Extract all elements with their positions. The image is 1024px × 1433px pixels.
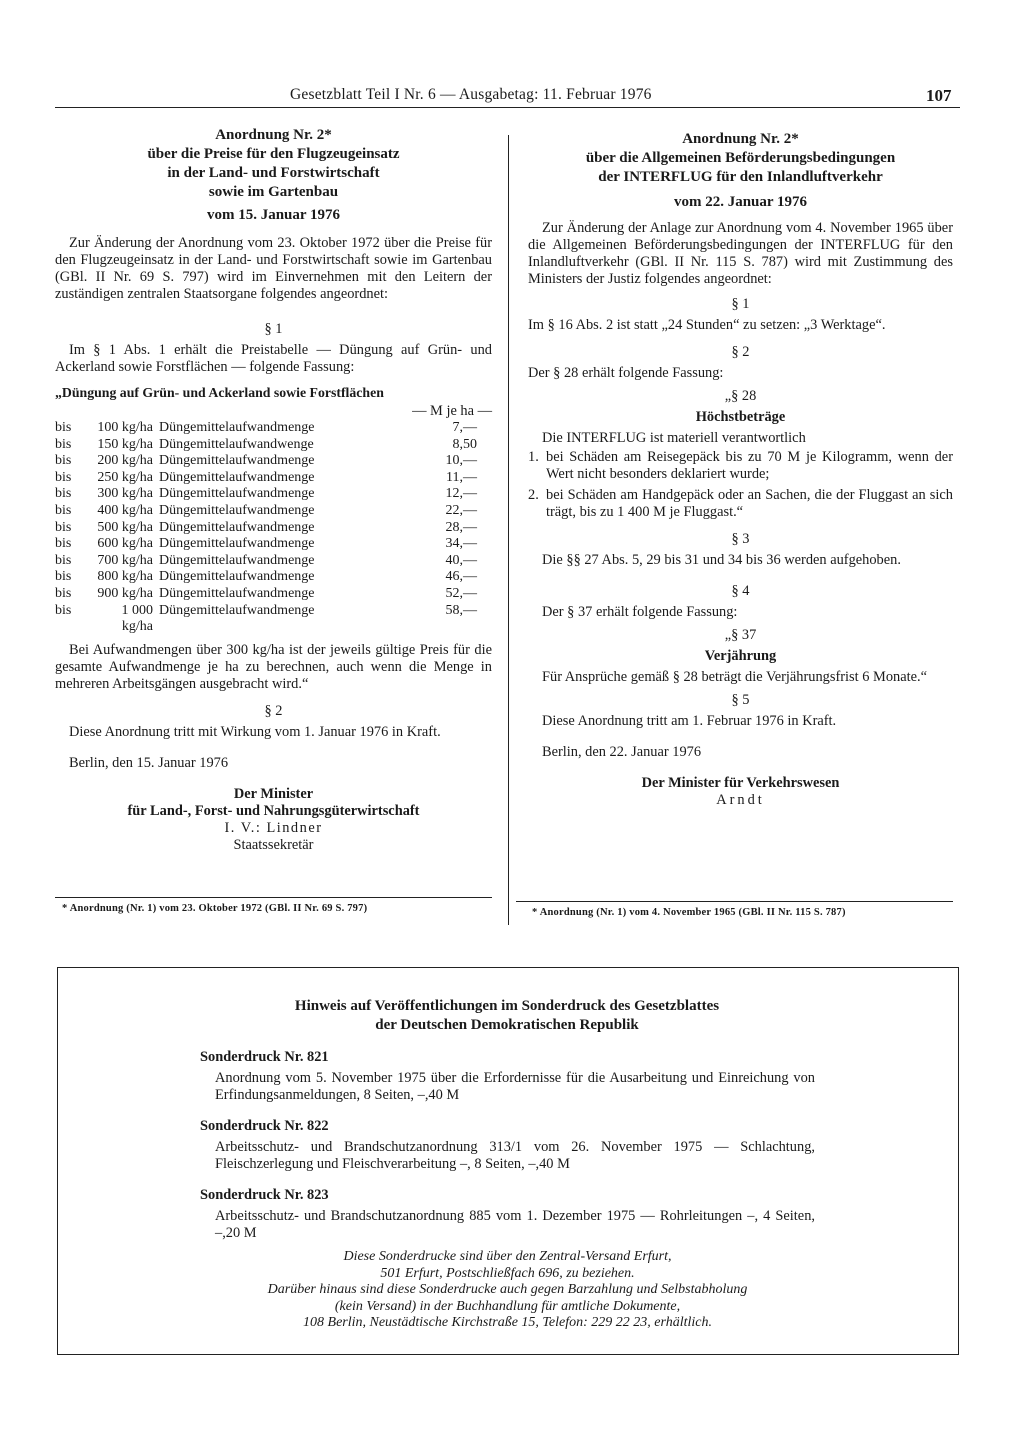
row-price: 7,— bbox=[452, 420, 477, 435]
row-prefix: bis bbox=[55, 585, 72, 601]
right-section-1-text: Im § 16 Abs. 2 ist statt „24 Stunden“ zu setzen: „3 Werktage“. bbox=[528, 317, 886, 333]
left-signature-title: Der Minister bbox=[233, 785, 314, 802]
left-title-line: über die Preise für den Flugzeugeinsatz bbox=[147, 146, 400, 162]
left-after-table: Bei Aufwandmengen über 300 kg/ha ist der jeweils gültige Preis für die gesamte Aufwandmenge je ha zu berechnen, auch wenn die Menge in mehreren Arbeitsgängen ausgebracht wird.“ bbox=[55, 641, 492, 692]
notice-title-line: der Deutschen Demokratischen Republik bbox=[375, 1017, 639, 1033]
row-prefix: bis bbox=[55, 552, 72, 568]
row-prefix: bis bbox=[55, 519, 72, 535]
right-section-3: § 3 bbox=[731, 531, 750, 547]
notice-foot-line: 501 Erfurt, Postschließfach 696, zu beziehen. bbox=[380, 1265, 635, 1281]
quote-37-heading: Verjährung bbox=[704, 648, 777, 664]
row-prefix: bis bbox=[55, 569, 72, 585]
right-section-1: § 1 bbox=[731, 296, 750, 312]
row-amount: 1 000 kg/ha bbox=[121, 602, 153, 635]
price-table-row bbox=[55, 486, 495, 503]
header-rule bbox=[55, 107, 960, 108]
row-prefix: bis bbox=[55, 453, 72, 469]
quote-28-heading: Höchstbeträge bbox=[695, 409, 786, 425]
price-table-row bbox=[55, 569, 495, 586]
quote-37-text: Für Ansprüche gemäß § 28 beträgt die Verjährungsfrist 6 Monate.“ bbox=[542, 669, 927, 685]
sonderdruck-heading: Sonderdruck Nr. 821 bbox=[200, 1049, 329, 1065]
right-section-2-text: Der § 28 erhält folgende Fassung: bbox=[528, 365, 724, 381]
right-section-4-text: Der § 37 erhält folgende Fassung: bbox=[542, 604, 738, 620]
row-price: 12,— bbox=[445, 486, 477, 502]
row-price: 28,— bbox=[445, 519, 477, 535]
row-price: 22,— bbox=[445, 502, 477, 518]
left-section-2: § 2 bbox=[264, 702, 283, 719]
row-prefix: bis bbox=[55, 469, 72, 485]
left-signature-ministry: für Land-, Forst- und Nahrungsgüterwirtschaft bbox=[127, 802, 420, 819]
row-description: Düngemittelaufwandwenge bbox=[159, 436, 314, 452]
right-signature-name: Arndt bbox=[716, 792, 765, 808]
row-price: 10,— bbox=[445, 453, 477, 469]
row-price: 46,— bbox=[445, 569, 477, 585]
left-footnote-rule bbox=[55, 897, 492, 898]
left-signature-name: I. V.: Lindner bbox=[224, 819, 323, 836]
row-amount: 500 kg/ha bbox=[97, 519, 153, 535]
sonderdruck-heading: Sonderdruck Nr. 822 bbox=[200, 1118, 329, 1134]
list-text: bei Schäden am Reisegepäck bis zu 70 M je Kilogramm, wenn der Wert nicht besonders deklariert wurde; bbox=[546, 449, 953, 482]
list-number: 1. bbox=[528, 449, 539, 465]
sonderdruck-text: Arbeitsschutz- und Brandschutzanordnung 885 vom 1. Dezember 1975 — Rohrleitungen –, 4 Seiten, –,20 M bbox=[215, 1208, 815, 1241]
sonderdruck-text: Arbeitsschutz- und Brandschutzanordnung 313/1 vom 26. November 1975 — Schlachtung, Fleischzerlegung und Fleischverarbeitung –, 8 Seiten, –,40 M bbox=[215, 1139, 815, 1172]
row-amount: 800 kg/ha bbox=[97, 569, 153, 585]
price-table-row bbox=[55, 553, 495, 570]
right-title bbox=[528, 130, 953, 212]
row-prefix: bis bbox=[55, 436, 72, 452]
left-place-date: Berlin, den 15. Januar 1976 bbox=[69, 754, 229, 771]
list-text: bei Schäden am Handgepäck oder an Sachen, die der Fluggast an sich trägt, bis zu 1 400 M je Fluggast.“ bbox=[546, 487, 953, 520]
notice-foot-line: Diese Sonderdrucke sind über den Zentral-Versand Erfurt, bbox=[343, 1249, 672, 1264]
notice-foot-line: 108 Berlin, Neustädtische Kirchstraße 15, Telefon: 229 22 23, erhältlich. bbox=[303, 1315, 712, 1330]
row-amount: 100 kg/ha bbox=[97, 420, 153, 435]
row-amount: 400 kg/ha bbox=[97, 502, 153, 518]
price-table-row bbox=[55, 453, 495, 470]
running-header: Gesetzblatt Teil I Nr. 6 — Ausgabetag: 11. Februar 1976 bbox=[290, 86, 652, 103]
row-amount: 300 kg/ha bbox=[97, 486, 153, 502]
right-section-5-text: Diese Anordnung tritt am 1. Februar 1976 in Kraft. bbox=[542, 713, 837, 729]
list-item bbox=[528, 487, 953, 521]
left-title-line: Anordnung Nr. 2* bbox=[215, 127, 332, 143]
row-amount: 600 kg/ha bbox=[97, 536, 153, 552]
row-price: 40,— bbox=[445, 552, 477, 568]
liability-list bbox=[528, 449, 953, 521]
row-price: 11,— bbox=[446, 469, 477, 485]
row-description: Düngemittelaufwandmenge bbox=[159, 569, 315, 585]
right-title-line: Anordnung Nr. 2* bbox=[682, 131, 799, 147]
row-description: Düngemittelaufwandmenge bbox=[159, 486, 315, 502]
right-title-line: über die Allgemeinen Beförderungsbedingungen bbox=[585, 150, 896, 166]
list-number: 2. bbox=[528, 487, 539, 503]
left-signature-role: Staatssekretär bbox=[233, 836, 314, 853]
left-section-1-text: Im § 1 Abs. 1 erhält die Preistabelle — Düngung auf Grün- und Ackerland sowie Forstflächen — folgende Fassung: bbox=[55, 342, 492, 375]
row-price: 8,50 bbox=[452, 436, 477, 452]
row-description: Düngemittelaufwandmenge bbox=[159, 469, 315, 485]
right-section-4: § 4 bbox=[731, 583, 750, 599]
price-table-row bbox=[55, 437, 495, 454]
left-section-1: § 1 bbox=[264, 321, 283, 337]
right-footnote-rule bbox=[516, 901, 953, 902]
price-table-row bbox=[55, 536, 495, 553]
row-description: Düngemittelaufwandmenge bbox=[159, 502, 315, 518]
row-price: 52,— bbox=[445, 585, 477, 601]
sonderdruck-heading: Sonderdruck Nr. 823 bbox=[200, 1187, 329, 1203]
right-footnote: * Anordnung (Nr. 1) vom 4. November 1965 (GBl. II Nr. 115 S. 787) bbox=[532, 907, 846, 918]
column-divider bbox=[508, 135, 509, 925]
row-amount: 250 kg/ha bbox=[97, 469, 153, 485]
row-amount: 200 kg/ha bbox=[97, 453, 153, 469]
right-title-line: der INTERFLUG für den Inlandluftverkehr bbox=[598, 169, 883, 185]
row-prefix: bis bbox=[55, 420, 72, 435]
price-table-row bbox=[55, 470, 495, 487]
row-description: Düngemittelaufwandmenge bbox=[159, 585, 315, 601]
row-prefix: bis bbox=[55, 486, 72, 502]
notice-title-line: Hinweis auf Veröffentlichungen im Sonderdruck des Gesetzblattes bbox=[294, 998, 720, 1014]
price-table-row bbox=[55, 586, 495, 603]
notice-foot-line: (kein Versand) in der Buchhandlung für amtliche Dokumente, bbox=[334, 1298, 681, 1314]
row-price: 34,— bbox=[445, 536, 477, 552]
right-column bbox=[528, 130, 953, 809]
notice-title bbox=[57, 997, 957, 1035]
price-table-unit: — M je ha — bbox=[412, 403, 492, 419]
left-title-line: in der Land- und Forstwirtschaft bbox=[167, 165, 380, 181]
price-table-row bbox=[55, 603, 495, 636]
row-description: Düngemittelaufwandmenge bbox=[159, 602, 315, 618]
row-amount: 150 kg/ha bbox=[97, 436, 153, 452]
price-table-title: „Düngung auf Grün- und Ackerland sowie Forstflächen bbox=[55, 385, 384, 400]
row-description: Düngemittelaufwandmenge bbox=[159, 453, 315, 469]
quote-28-lead: Die INTERFLUG ist materiell verantwortlich bbox=[542, 430, 806, 446]
row-description: Düngemittelaufwandmenge bbox=[159, 552, 315, 568]
right-date: vom 22. Januar 1976 bbox=[673, 194, 808, 210]
right-intro: Zur Änderung der Anlage zur Anordnung vom 4. November 1965 über die Allgemeinen Beförderungsbedingungen der INTERFLUG für den Inlandluftverkehr (GBl. II Nr. 115 S. 787) wird mit Zustimmung des Ministers der Justiz folgendes angeordnet: bbox=[528, 220, 953, 287]
row-prefix: bis bbox=[55, 502, 72, 518]
right-signature-title: Der Minister für Verkehrswesen bbox=[641, 775, 840, 791]
price-table bbox=[55, 420, 495, 636]
row-description: Düngemittelaufwandmenge bbox=[159, 519, 315, 535]
right-section-5: § 5 bbox=[731, 692, 750, 708]
row-prefix: bis bbox=[55, 602, 72, 618]
notice-items bbox=[200, 1049, 815, 1242]
row-description: Düngemittelaufwandmenge bbox=[159, 420, 315, 435]
right-section-3-text: Die §§ 27 Abs. 5, 29 bis 31 und 34 bis 36 werden aufgehoben. bbox=[542, 552, 901, 568]
list-item bbox=[528, 449, 953, 483]
left-intro: Zur Änderung der Anordnung vom 23. Oktober 1972 über die Preise für den Flugzeugeinsatz in der Land- und Forstwirtschaft sowie im Gartenbau (GBl. II Nr. 69 S. 797) wird im Einvernehmen mit den Leitern der zuständigen zentralen Staatsorgane folgendes angeordnet: bbox=[55, 235, 492, 302]
sonderdruck-text: Anordnung vom 5. November 1975 über die Erfordernisse für die Ausarbeitung und Einreichung von Erfindungsanmeldungen, 8 Seiten, –,40 M bbox=[215, 1070, 815, 1103]
left-date: vom 15. Januar 1976 bbox=[206, 207, 341, 223]
left-title-line: sowie im Gartenbau bbox=[208, 184, 339, 200]
left-footnote: * Anordnung (Nr. 1) vom 23. Oktober 1972 (GBl. II Nr. 69 S. 797) bbox=[62, 903, 368, 914]
row-prefix: bis bbox=[55, 536, 72, 552]
price-table-row bbox=[55, 520, 495, 537]
price-table-row bbox=[55, 420, 495, 437]
row-amount: 700 kg/ha bbox=[97, 552, 153, 568]
left-section-2-text: Diese Anordnung tritt mit Wirkung vom 1. Januar 1976 in Kraft. bbox=[69, 723, 441, 740]
price-table-row bbox=[55, 503, 495, 520]
left-column bbox=[55, 126, 492, 854]
row-price: 58,— bbox=[445, 602, 477, 618]
row-amount: 900 kg/ha bbox=[97, 585, 153, 601]
quote-section-37: „§ 37 bbox=[724, 627, 757, 643]
page-number: 107 bbox=[926, 86, 952, 105]
notice-foot-line: Darüber hinaus sind diese Sonderdrucke auch gegen Barzahlung und Selbstabholung bbox=[267, 1282, 748, 1297]
notice-ordering-info bbox=[200, 1249, 815, 1332]
right-section-2: § 2 bbox=[731, 344, 750, 360]
left-title bbox=[55, 126, 492, 225]
right-place-date: Berlin, den 22. Januar 1976 bbox=[542, 744, 702, 760]
quote-section-28: „§ 28 bbox=[724, 388, 757, 404]
row-description: Düngemittelaufwandmenge bbox=[159, 536, 315, 552]
